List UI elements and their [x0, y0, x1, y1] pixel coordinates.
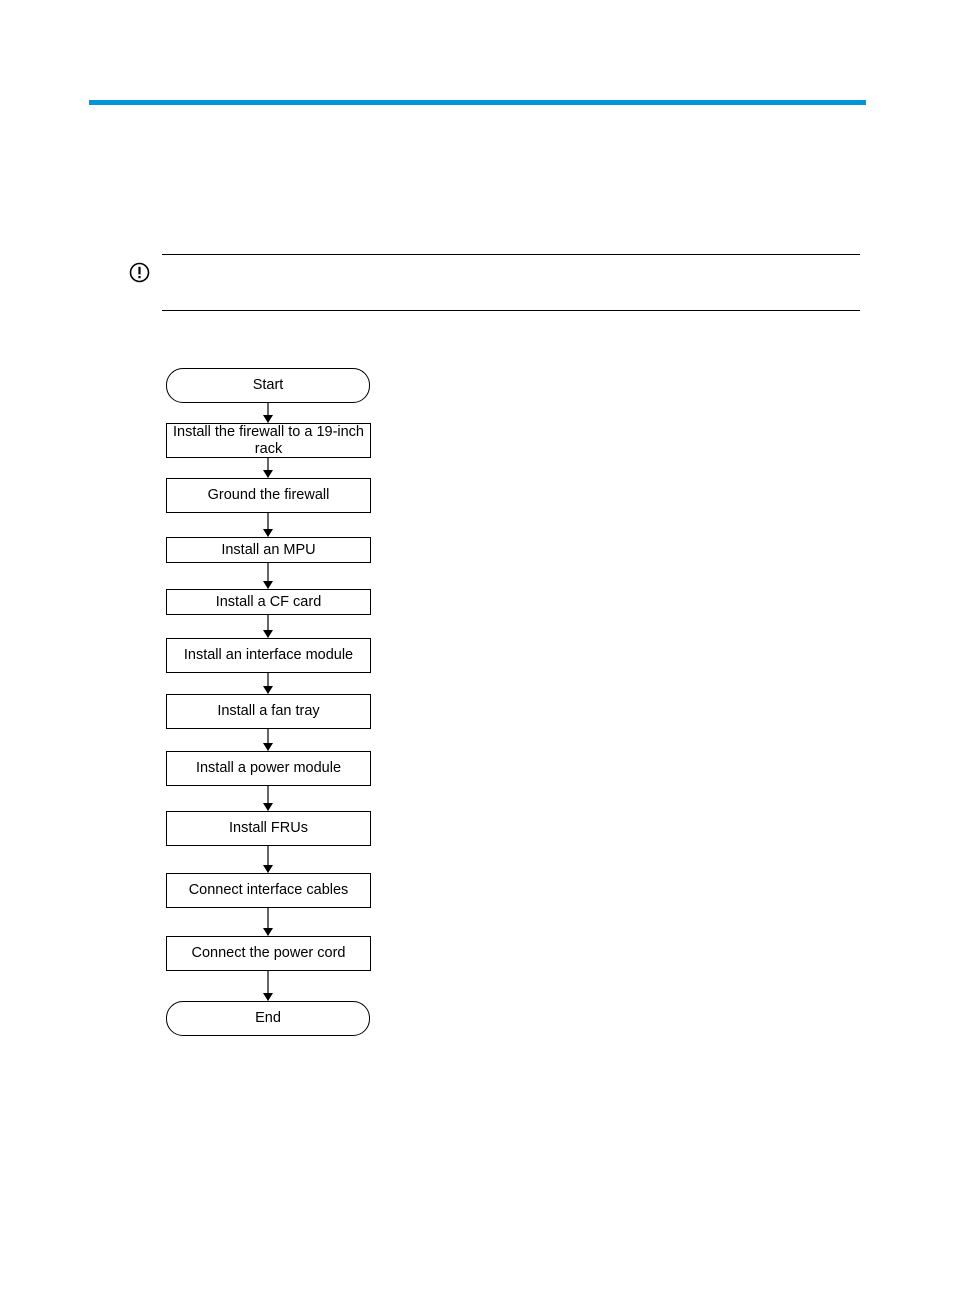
- flow-step-frus: Install FRUs: [166, 811, 371, 846]
- flow-step-power-cord: Connect the power cord: [166, 936, 371, 971]
- flow-step-mpu: Install an MPU: [166, 537, 371, 563]
- flow-end: End: [166, 1001, 370, 1036]
- flow-step-rack: Install the firewall to a 19-inch rack: [166, 423, 371, 458]
- flow-step-interface-module: Install an interface module: [166, 638, 371, 673]
- flow-step-ground: Ground the firewall: [166, 478, 371, 513]
- flow-start: Start: [166, 368, 370, 403]
- flow-step-fan-tray: Install a fan tray: [166, 694, 371, 729]
- flow-step-power-module: Install a power module: [166, 751, 371, 786]
- flow-step-interface-cables: Connect interface cables: [166, 873, 371, 908]
- flow-step-cf-card: Install a CF card: [166, 589, 371, 615]
